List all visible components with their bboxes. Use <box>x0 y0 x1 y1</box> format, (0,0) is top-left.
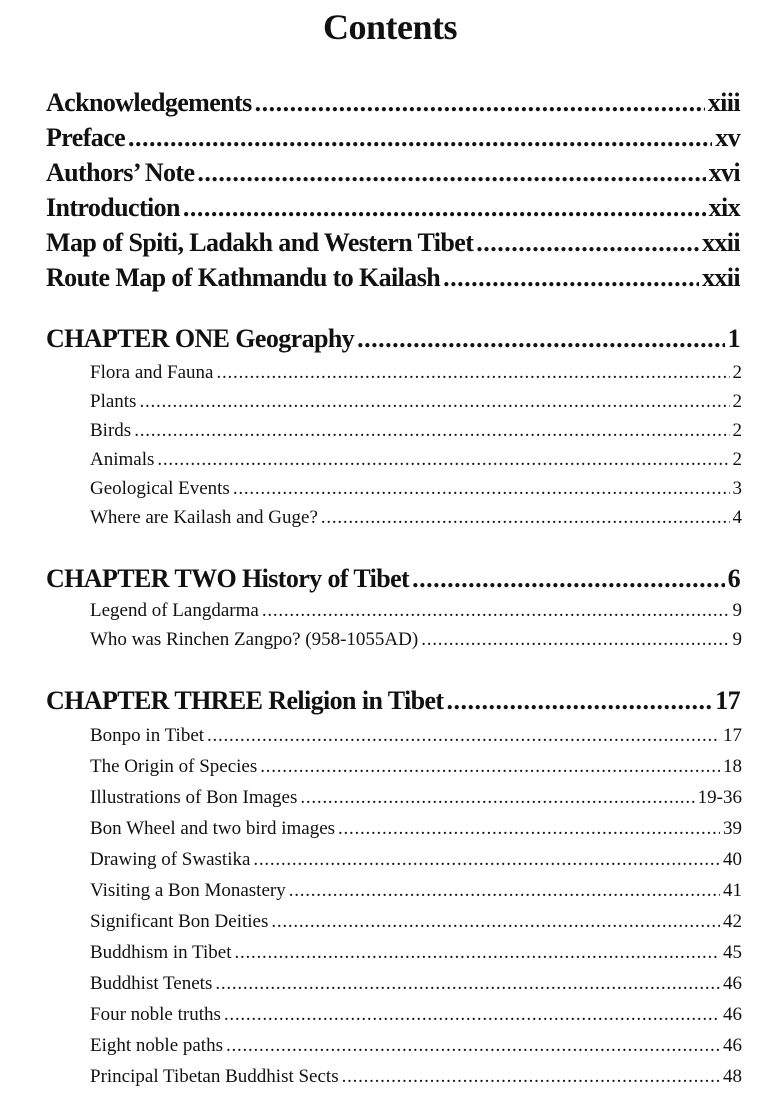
toc-entry-page: xxii <box>701 228 740 257</box>
section-page: 41 <box>723 880 742 901</box>
dot-leader <box>197 158 705 188</box>
section-label: Buddhism in Tibet <box>90 942 232 963</box>
section-label: Buddhist Tenets <box>90 973 213 994</box>
section-page: 48 <box>723 1066 742 1087</box>
section-label: Principal Tibetan Buddhist Sects <box>90 1066 339 1087</box>
section-page: 4 <box>732 507 742 528</box>
chapter-heading[interactable] <box>46 564 740 594</box>
section-page: 9 <box>732 600 742 621</box>
dot-leader <box>357 324 725 354</box>
section-page: 46 <box>723 1004 742 1025</box>
section-label: Animals <box>90 449 155 470</box>
toc-entry-map-spiti[interactable] <box>46 228 740 258</box>
toc-section-entry[interactable] <box>90 756 742 778</box>
toc-section-entry[interactable] <box>90 911 742 933</box>
chapter-heading[interactable] <box>46 324 740 354</box>
section-label: Flora and Fauna <box>90 362 214 383</box>
toc-section-entry[interactable] <box>90 1004 742 1026</box>
section-page: 17 <box>723 725 742 746</box>
toc-section-entry[interactable] <box>90 600 742 622</box>
dot-leader <box>289 880 720 902</box>
toc-entry-page: xvi <box>708 158 740 187</box>
dot-leader <box>134 420 729 442</box>
dot-leader <box>321 507 730 529</box>
toc-section-entry[interactable] <box>90 420 742 442</box>
dot-leader <box>262 600 730 622</box>
dot-leader <box>300 787 694 809</box>
dot-leader <box>447 686 713 716</box>
toc-section-entry[interactable] <box>90 973 742 995</box>
section-label: The Origin of Species <box>90 756 258 777</box>
toc-section-entry[interactable] <box>90 818 742 840</box>
toc-entry-route-map[interactable] <box>46 263 740 293</box>
section-label: Plants <box>90 391 137 412</box>
dot-leader <box>235 942 721 964</box>
chapter-page: 17 <box>715 686 740 715</box>
section-page: 45 <box>723 942 742 963</box>
toc-entry-page: xv <box>715 123 740 152</box>
section-page: 2 <box>732 420 742 441</box>
toc-entry-label: Route Map of Kathmandu to Kailash <box>46 263 441 292</box>
section-label: Birds <box>90 420 132 441</box>
dot-leader <box>216 362 729 384</box>
section-page: 2 <box>732 362 742 383</box>
section-label: Eight noble paths <box>90 1035 223 1056</box>
toc-entry-page: xxii <box>701 263 740 292</box>
chapter-title: CHAPTER TWO History of Tibet <box>46 564 410 593</box>
dot-leader <box>233 478 730 500</box>
toc-entry-label: Preface <box>46 123 126 152</box>
section-label: Legend of Langdarma <box>90 600 259 621</box>
dot-leader <box>255 88 705 118</box>
toc-entry-page: xix <box>708 193 740 222</box>
chapter-page: 1 <box>727 324 740 353</box>
toc-section-entry[interactable] <box>90 880 742 902</box>
toc-entry-preface[interactable] <box>46 123 740 153</box>
dot-leader <box>476 228 699 258</box>
toc-section-entry[interactable] <box>90 1066 742 1088</box>
section-page: 46 <box>723 973 742 994</box>
dot-leader <box>271 911 720 933</box>
toc-entry-label: Acknowledgements <box>46 88 252 117</box>
chapter-page: 6 <box>727 564 740 593</box>
section-page: 46 <box>723 1035 742 1056</box>
dot-leader <box>207 725 720 747</box>
toc-section-entry[interactable] <box>90 478 742 500</box>
toc-entry-label: Map of Spiti, Ladakh and Western Tibet <box>46 228 474 257</box>
section-label: Significant Bon Deities <box>90 911 269 932</box>
toc-section-entry[interactable] <box>90 449 742 471</box>
toc-section-entry[interactable] <box>90 507 742 529</box>
section-page: 9 <box>732 629 742 650</box>
section-label: Who was Rinchen Zangpo? (958-1055AD) <box>90 629 419 650</box>
section-page: 2 <box>732 449 742 470</box>
section-page: 42 <box>723 911 742 932</box>
dot-leader <box>443 263 699 293</box>
dot-leader <box>260 756 720 778</box>
toc-entry-introduction[interactable] <box>46 193 740 223</box>
section-label: Where are Kailash and Guge? <box>90 507 318 528</box>
section-label: Four noble truths <box>90 1004 221 1025</box>
dot-leader <box>139 391 729 413</box>
dot-leader <box>412 564 724 594</box>
toc-entry-authors-note[interactable] <box>46 158 740 188</box>
dot-leader <box>157 449 729 471</box>
dot-leader <box>183 193 706 223</box>
section-page: 39 <box>723 818 742 839</box>
section-page: 18 <box>723 756 742 777</box>
toc-section-entry[interactable] <box>90 787 742 809</box>
section-label: Geological Events <box>90 478 230 499</box>
section-page: 2 <box>732 391 742 412</box>
dot-leader <box>226 1035 720 1057</box>
section-label: Bonpo in Tibet <box>90 725 205 746</box>
page-title: Contents <box>322 7 457 47</box>
toc-section-entry[interactable] <box>90 362 742 384</box>
dot-leader <box>253 849 720 871</box>
chapter-heading[interactable] <box>46 686 740 716</box>
dot-leader <box>224 1004 720 1026</box>
section-label: Illustrations of Bon Images <box>90 787 298 808</box>
toc-entry-page: xiii <box>707 88 740 117</box>
toc-section-entry[interactable] <box>90 629 742 651</box>
dot-leader <box>128 123 712 153</box>
toc-section-entry[interactable] <box>90 725 742 747</box>
toc-section-entry[interactable] <box>90 391 742 413</box>
toc-entry-label: Authors’ Note <box>46 158 195 187</box>
section-page: 40 <box>723 849 742 870</box>
toc-section-entry[interactable] <box>90 942 742 964</box>
section-label: Drawing of Swastika <box>90 849 251 870</box>
toc-entry-label: Introduction <box>46 193 180 222</box>
dot-leader <box>421 629 729 651</box>
dot-leader <box>342 1066 720 1088</box>
dot-leader <box>338 818 720 840</box>
section-label: Bon Wheel and two bird images <box>90 818 336 839</box>
section-page: 3 <box>732 478 742 499</box>
dot-leader <box>215 973 720 995</box>
section-page: 19-36 <box>697 787 742 808</box>
chapter-title: CHAPTER ONE Geography <box>46 324 355 353</box>
toc-section-entry[interactable] <box>90 1035 742 1057</box>
toc-entry-acknowledgements[interactable] <box>46 88 740 118</box>
chapter-title: CHAPTER THREE Religion in Tibet <box>46 686 444 715</box>
toc-section-entry[interactable] <box>90 849 742 871</box>
section-label: Visiting a Bon Monastery <box>90 880 286 901</box>
